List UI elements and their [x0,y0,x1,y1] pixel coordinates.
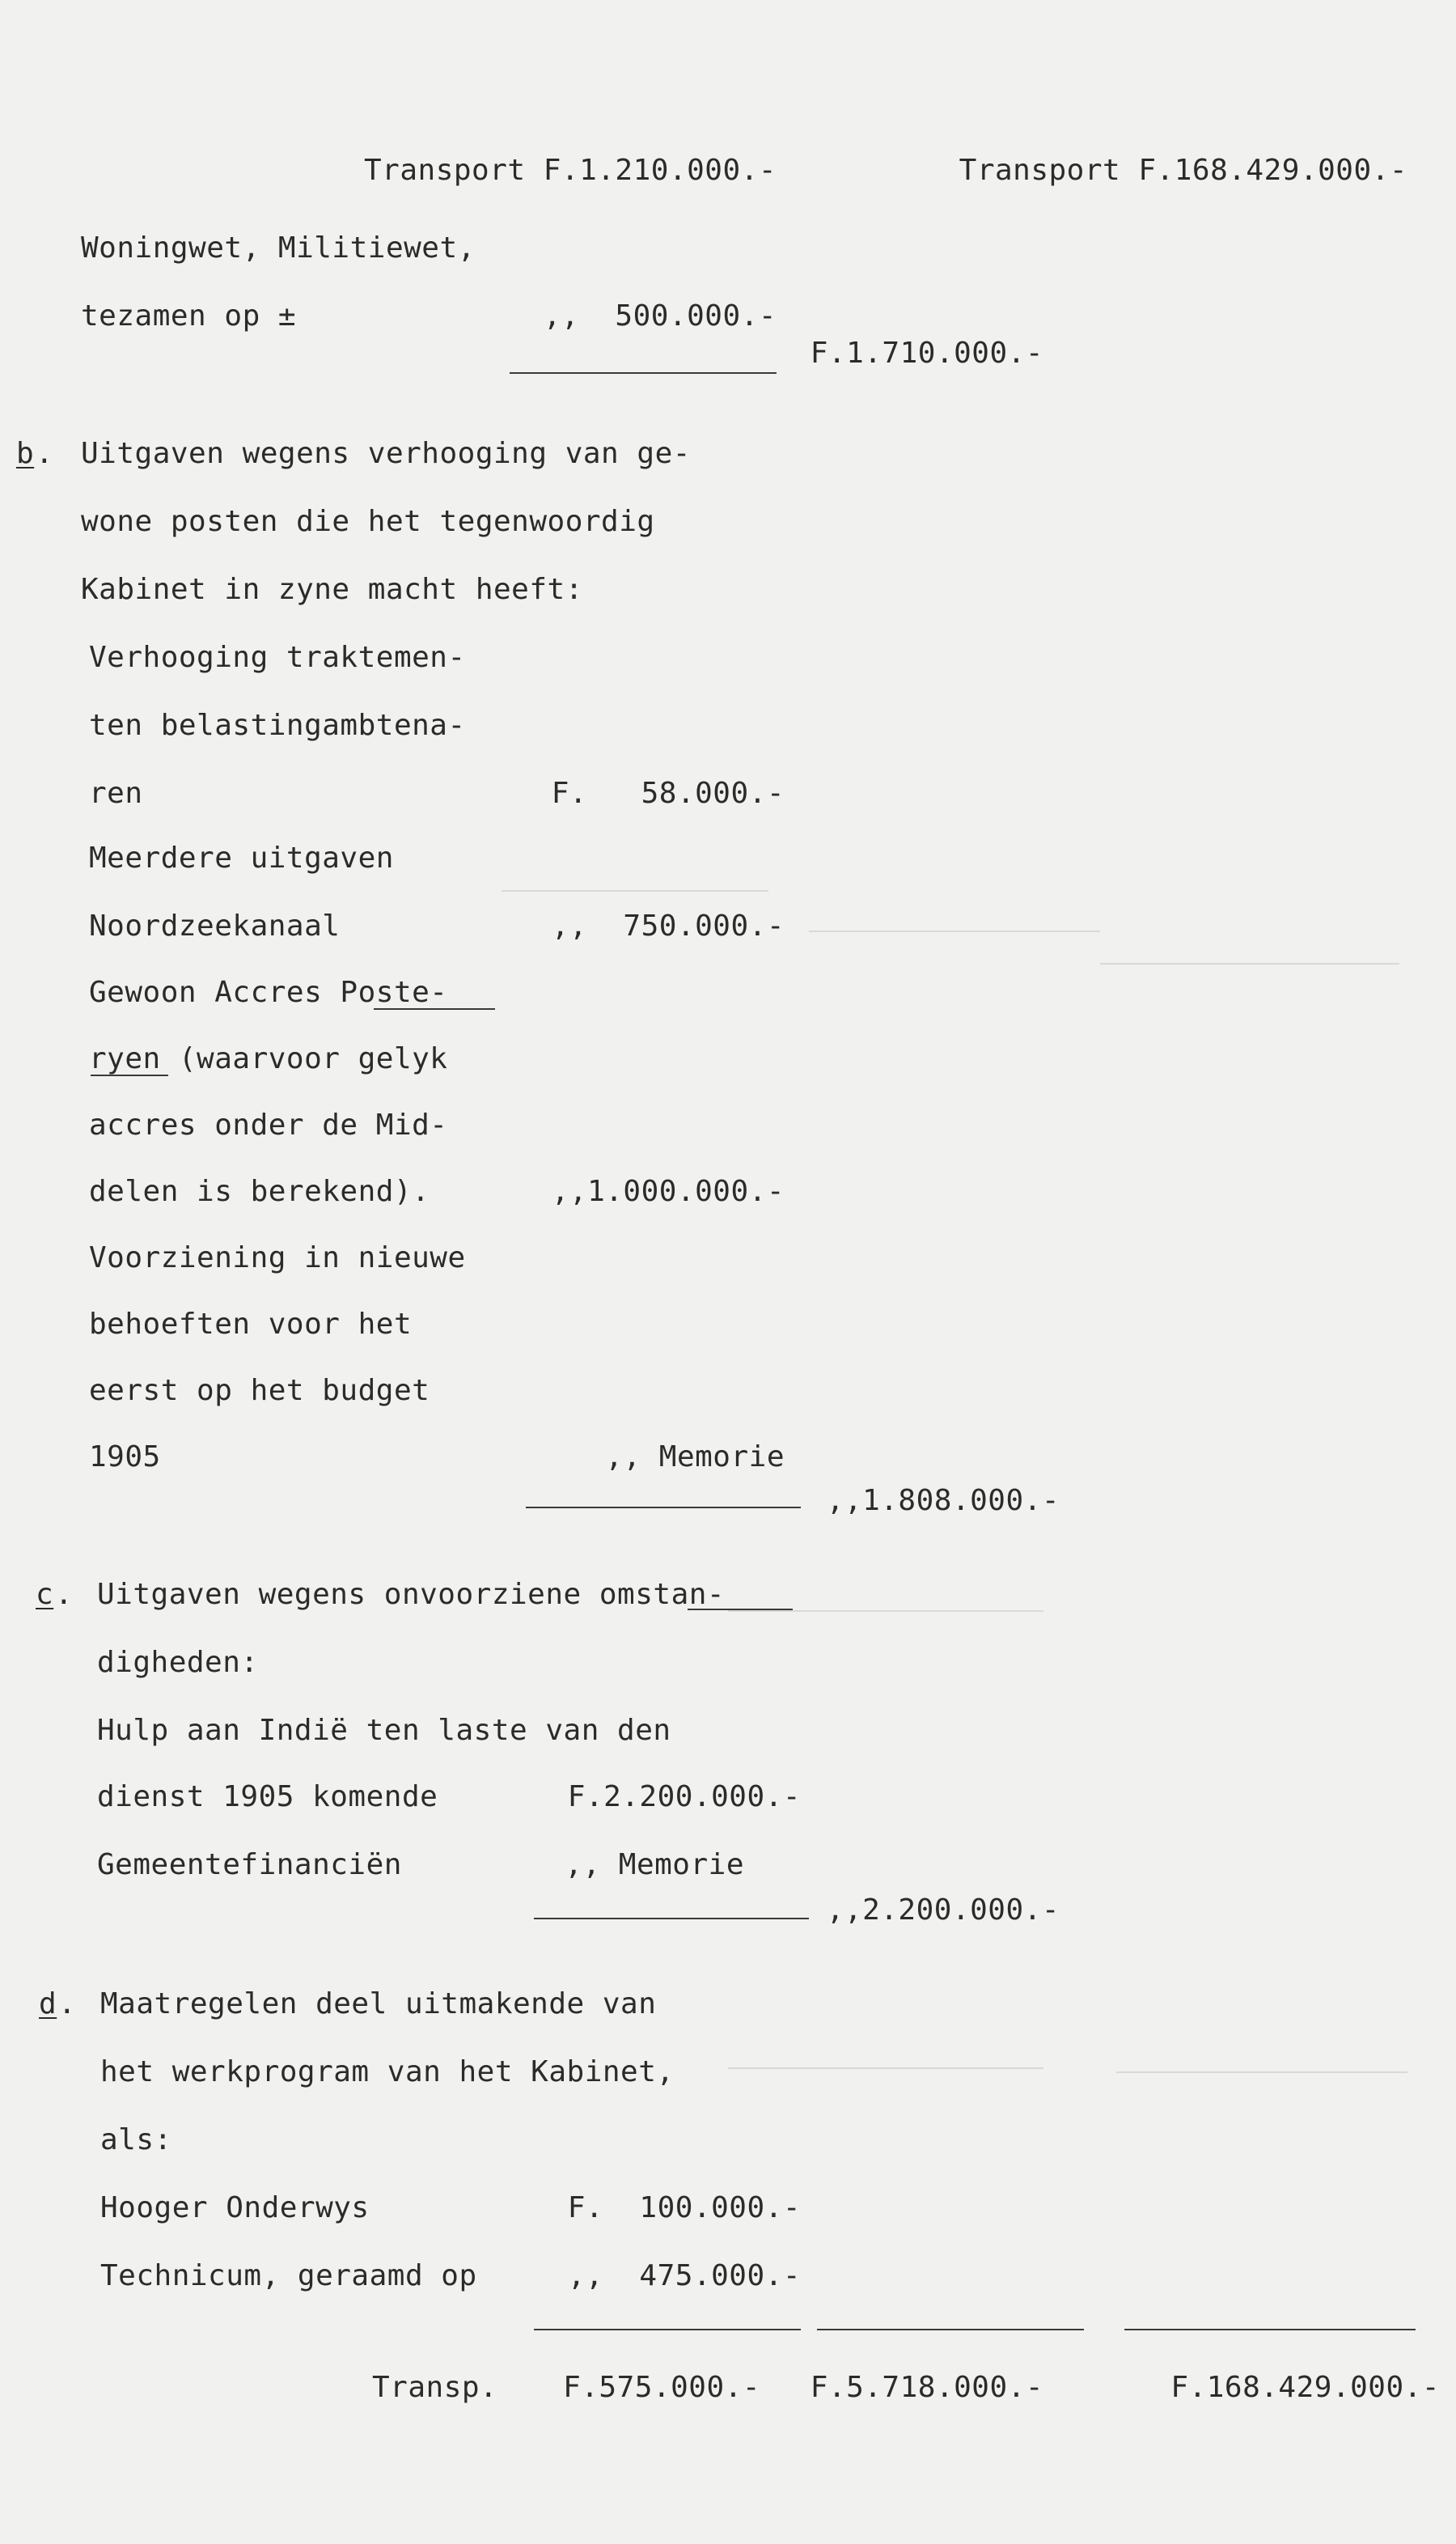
footer-col2: F.5.718.000.- [810,2371,1043,2404]
section-b-item-line: behoeften voor het [89,1308,413,1341]
transport-left: Transport F.1.210.000.- [364,154,777,187]
section-b-item-line: accres onder de Mid- [89,1109,448,1142]
section-b-item-line: Voorziening in nieuwe [89,1241,466,1274]
footer-label: Transp. [372,2371,498,2404]
section-a-amount: ,, 500.000.- [543,299,777,333]
section-d-item-amount: F. 100.000.- [567,2191,801,2224]
section-b-item-line: delen is berekend). [89,1175,430,1208]
section-c-heading: digheden: [97,1646,259,1679]
section-b-item-amount: ,, Memorie [605,1440,785,1473]
section-b-rule [526,1507,801,1508]
section-c-item-line: Hulp aan Indië ten laste van den [97,1714,671,1747]
section-b-item-line: ten belastingambtena- [89,709,466,742]
transport-right: Transport F.168.429.000.- [959,154,1407,187]
section-b-subtotal: ,,1.808.000.- [826,1484,1060,1517]
section-c-rule [534,1918,809,1919]
section-a-line: Woningwet, Militiewet, [81,231,476,265]
section-a-label: tezamen op ± [81,299,297,333]
section-a-rule [510,372,777,374]
ghost-rule [728,1610,1043,1612]
ryen-underline [91,1075,168,1076]
section-a-subtotal: F.1.710.000.- [810,337,1043,370]
section-d-heading: het werkprogram van het Kabinet, [100,2055,675,2088]
section-b-item-line [89,976,447,1010]
section-b-item-line: 1905 [89,1440,161,1473]
section-c-letter-dot: . [55,1578,74,1611]
section-c-item-amount: F.2.200.000.- [567,1780,801,1813]
section-d-item-amount: ,, 475.000.- [567,2259,801,2292]
section-b-item-line: ren [89,777,143,810]
ghost-rule [1100,963,1399,965]
section-d-letter: d [39,1987,57,2020]
footer-rule-col3 [1124,2329,1416,2330]
section-b-heading: Kabinet in zyne macht heeft: [81,573,583,606]
section-c-item-amount: ,, Memorie [565,1848,744,1881]
section-b-item-amount: ,, 750.000.- [551,909,785,943]
ghost-rule [728,2067,1043,2069]
footer-rule-col2 [817,2329,1084,2330]
footer-col3: F.168.429.000.- [1170,2371,1440,2404]
section-c-heading: Uitgaven wegens onvoorziene omstan- [97,1578,726,1611]
section-b-item-line: Meerdere uitgaven [89,842,394,875]
ghost-rule [502,890,768,892]
section-c-letter: c [36,1578,54,1611]
section-b-heading: Uitgaven wegens verhooging van ge- [81,437,691,470]
section-b-item-amount: F. 58.000.- [551,777,785,810]
ghost-rule [1116,2071,1407,2073]
section-c-subtotal: ,,2.200.000.- [826,1893,1060,1927]
section-b-item-line: Noordzeekanaal [89,909,341,943]
omstan-underline [688,1609,793,1610]
section-c-item-line: Gemeentefinanciën [97,1848,402,1881]
ghost-rule [809,931,1100,932]
footer-col1: F.575.000.- [563,2371,760,2404]
section-b-letter: b [16,437,35,470]
section-b-letter-dot: . [36,437,54,470]
section-b-item-amount: ,,1.000.000.- [551,1175,785,1208]
section-d-heading: als: [100,2123,172,2156]
section-d-heading: Maatregelen deel uitmakende van [100,1987,657,2020]
section-b-item-line: eerst op het budget [89,1374,430,1407]
posteryen-text: Gewoon Accres Poste- [89,976,448,1009]
posteryen-underline [374,1008,495,1010]
section-b-heading: wone posten die het tegenwoordig [81,505,655,538]
section-d-item-line: Hooger Onderwys [100,2191,370,2224]
section-b-item-line: ryen (waarvoor gelyk [89,1042,448,1075]
footer-rule-col1 [534,2329,801,2330]
section-b-item-line: Verhooging traktemen- [89,641,466,674]
section-d-letter-dot: . [58,1987,77,2020]
section-c-item-line: dienst 1905 komende [97,1780,438,1813]
section-d-item-line: Technicum, geraamd op [100,2259,477,2292]
